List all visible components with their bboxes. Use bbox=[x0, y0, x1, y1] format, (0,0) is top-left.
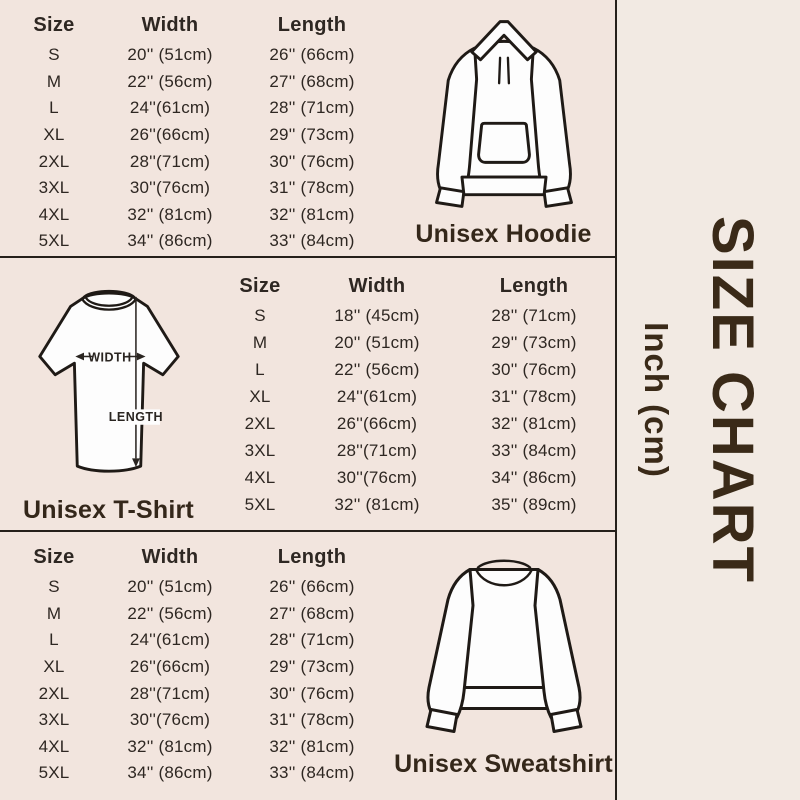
size-cell: M bbox=[46, 603, 62, 623]
units-vertical-label: Inch (cm) bbox=[638, 322, 675, 478]
table-row bbox=[217, 329, 617, 356]
length-cell: 29'' (73cm) bbox=[269, 657, 355, 677]
table-row bbox=[0, 707, 392, 734]
width-cell: 18'' (45cm) bbox=[334, 305, 420, 325]
size-cell: XL bbox=[43, 125, 65, 145]
size-column-header: Size bbox=[239, 274, 281, 297]
length-column-header: Length bbox=[277, 13, 347, 36]
size-cell: S bbox=[254, 305, 266, 325]
length-cell: 34'' (86cm) bbox=[491, 467, 577, 487]
size-column-header: Size bbox=[33, 13, 75, 36]
table-row bbox=[217, 383, 617, 410]
hoodie-section bbox=[0, 0, 615, 258]
size-cell: 2XL bbox=[38, 151, 70, 171]
sweatshirt-section bbox=[0, 532, 615, 800]
width-cell: 30''(76cm) bbox=[336, 467, 418, 487]
size-cell: 5XL bbox=[38, 763, 70, 783]
size-cell: 4XL bbox=[38, 204, 70, 224]
width-diagram-label: WIDTH bbox=[87, 350, 132, 365]
length-column-header: Length bbox=[277, 545, 347, 568]
width-cell: 24''(61cm) bbox=[336, 386, 418, 406]
tshirt-figure bbox=[0, 258, 217, 530]
size-cell: L bbox=[49, 630, 59, 650]
length-cell: 27'' (68cm) bbox=[269, 71, 355, 91]
length-cell: 31'' (78cm) bbox=[269, 178, 355, 198]
width-column-header: Width bbox=[141, 545, 199, 568]
table-row bbox=[217, 491, 617, 518]
sweatshirt-illustration bbox=[414, 538, 594, 750]
width-cell: 30''(76cm) bbox=[129, 178, 211, 198]
tshirt-size-table bbox=[217, 258, 617, 530]
length-cell: 29'' (73cm) bbox=[269, 125, 355, 145]
width-cell: 26''(66cm) bbox=[129, 125, 211, 145]
table-row bbox=[217, 410, 617, 437]
table-row bbox=[217, 302, 617, 329]
table-row bbox=[217, 464, 617, 491]
width-cell: 20'' (51cm) bbox=[127, 45, 213, 65]
length-cell: 33'' (84cm) bbox=[269, 231, 355, 251]
width-cell: 30''(76cm) bbox=[129, 710, 211, 730]
length-cell: 28'' (71cm) bbox=[269, 630, 355, 650]
table-row bbox=[0, 202, 392, 229]
width-cell: 22'' (56cm) bbox=[127, 71, 213, 91]
length-column-header: Length bbox=[499, 274, 569, 297]
table-row bbox=[0, 734, 392, 761]
width-cell: 34'' (86cm) bbox=[127, 231, 213, 251]
width-cell: 28''(71cm) bbox=[129, 683, 211, 703]
width-column-header: Width bbox=[348, 274, 406, 297]
size-cell: L bbox=[49, 98, 59, 118]
title-sidebar bbox=[617, 0, 800, 800]
table-row bbox=[0, 574, 392, 601]
width-cell: 32'' (81cm) bbox=[334, 494, 420, 514]
table-header-row bbox=[217, 270, 617, 302]
size-cell: M bbox=[46, 71, 62, 91]
width-cell: 20'' (51cm) bbox=[127, 577, 213, 597]
width-cell: 26''(66cm) bbox=[129, 657, 211, 677]
size-cell: 4XL bbox=[38, 736, 70, 756]
sweatshirt-figure bbox=[392, 532, 615, 800]
width-cell: 22'' (56cm) bbox=[334, 359, 420, 379]
table-row bbox=[0, 228, 392, 255]
length-cell: 27'' (68cm) bbox=[269, 603, 355, 623]
tshirt-illustration bbox=[11, 268, 207, 494]
length-cell: 32'' (81cm) bbox=[491, 413, 577, 433]
length-cell: 26'' (66cm) bbox=[269, 45, 355, 65]
length-cell: 28'' (71cm) bbox=[269, 98, 355, 118]
length-cell: 30'' (76cm) bbox=[491, 359, 577, 379]
width-cell: 24''(61cm) bbox=[129, 98, 211, 118]
table-row bbox=[0, 760, 392, 787]
length-cell: 28'' (71cm) bbox=[491, 305, 577, 325]
length-cell: 30'' (76cm) bbox=[269, 151, 355, 171]
size-cell: 3XL bbox=[244, 440, 276, 460]
size-cell: XL bbox=[43, 657, 65, 677]
tshirt-label: Unisex T-Shirt bbox=[23, 496, 194, 524]
table-row bbox=[0, 69, 392, 96]
width-cell: 28''(71cm) bbox=[336, 440, 418, 460]
size-cell: 3XL bbox=[38, 178, 70, 198]
size-cell: S bbox=[48, 577, 60, 597]
sweatshirt-size-table bbox=[0, 532, 392, 800]
table-row bbox=[0, 175, 392, 202]
size-cell: 5XL bbox=[244, 494, 276, 514]
table-row bbox=[217, 437, 617, 464]
table-row bbox=[217, 356, 617, 383]
length-cell: 29'' (73cm) bbox=[491, 332, 577, 352]
length-cell: 31'' (78cm) bbox=[491, 386, 577, 406]
size-cell: 4XL bbox=[244, 467, 276, 487]
hoodie-figure bbox=[392, 0, 615, 256]
size-cell: XL bbox=[249, 386, 271, 406]
width-cell: 32'' (81cm) bbox=[127, 736, 213, 756]
size-cell: S bbox=[48, 45, 60, 65]
length-cell: 33'' (84cm) bbox=[269, 763, 355, 783]
width-cell: 24''(61cm) bbox=[129, 630, 211, 650]
table-row bbox=[0, 148, 392, 175]
table-header-row bbox=[0, 8, 392, 42]
width-column-header: Width bbox=[141, 13, 199, 36]
size-cell: M bbox=[252, 332, 268, 352]
width-cell: 32'' (81cm) bbox=[127, 204, 213, 224]
length-cell: 31'' (78cm) bbox=[269, 710, 355, 730]
width-cell: 26''(66cm) bbox=[336, 413, 418, 433]
length-cell: 30'' (76cm) bbox=[269, 683, 355, 703]
table-header-row bbox=[0, 540, 392, 574]
table-row bbox=[0, 42, 392, 69]
table-row bbox=[0, 627, 392, 654]
hoodie-illustration bbox=[416, 8, 592, 220]
size-column-header: Size bbox=[33, 545, 75, 568]
size-cell: L bbox=[255, 359, 265, 379]
length-cell: 32'' (81cm) bbox=[269, 736, 355, 756]
hoodie-label: Unisex Hoodie bbox=[415, 220, 592, 248]
table-row bbox=[0, 654, 392, 681]
width-cell: 34'' (86cm) bbox=[127, 763, 213, 783]
table-row bbox=[0, 122, 392, 149]
size-cell: 2XL bbox=[244, 413, 276, 433]
size-cell: 3XL bbox=[38, 710, 70, 730]
page-title: SIZE CHART bbox=[700, 216, 765, 584]
width-cell: 20'' (51cm) bbox=[334, 332, 420, 352]
table-row bbox=[0, 95, 392, 122]
length-cell: 33'' (84cm) bbox=[491, 440, 577, 460]
length-diagram-label: LENGTH bbox=[108, 409, 163, 424]
length-cell: 32'' (81cm) bbox=[269, 204, 355, 224]
width-cell: 22'' (56cm) bbox=[127, 603, 213, 623]
table-row bbox=[0, 680, 392, 707]
sweatshirt-label: Unisex Sweatshirt bbox=[394, 750, 613, 778]
size-cell: 2XL bbox=[38, 683, 70, 703]
length-cell: 35'' (89cm) bbox=[491, 494, 577, 514]
tshirt-section bbox=[0, 258, 615, 532]
size-cell: 5XL bbox=[38, 231, 70, 251]
length-cell: 26'' (66cm) bbox=[269, 577, 355, 597]
width-cell: 28''(71cm) bbox=[129, 151, 211, 171]
table-row bbox=[0, 601, 392, 628]
hoodie-size-table bbox=[0, 0, 392, 256]
